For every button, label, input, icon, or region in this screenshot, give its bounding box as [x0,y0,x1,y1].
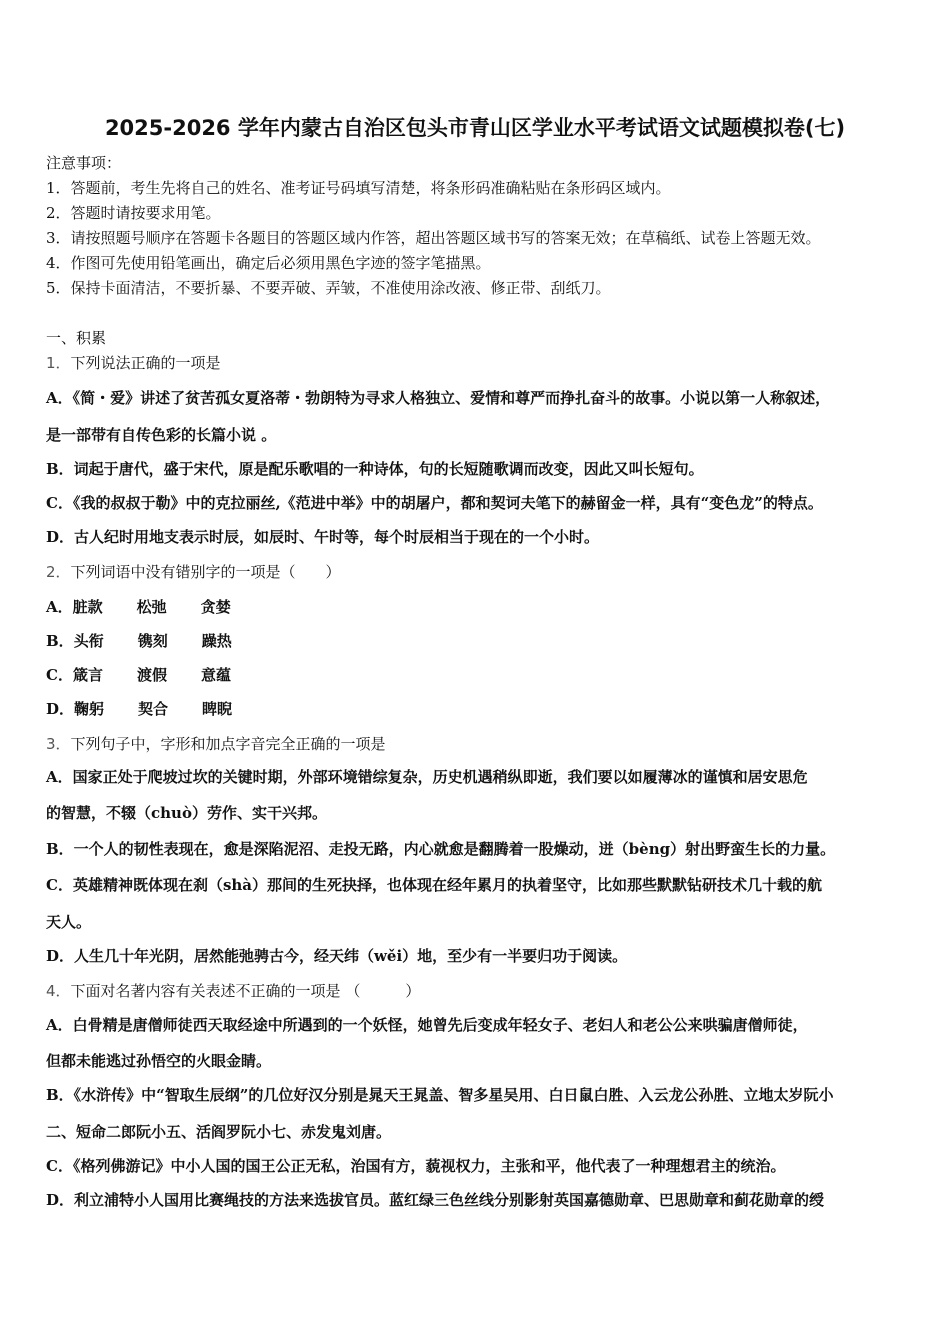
option-word: 脏款 [72,598,103,616]
option-word: 头衔 [73,632,104,650]
notice-item: 5．保持卡面清洁，不要折暴、不要弄破、弄皱，不准使用涂改液、修正带、刮纸刀。 [46,279,611,297]
option-label: A． [46,598,73,616]
q1-option-d: D．古人纪时用地支表示时辰，如辰时、午时等，每个时辰相当于现在的一个小时。 [46,528,600,546]
q2-option-a [46,596,231,617]
option-word: 箴言 [72,666,103,684]
option-label: B． [46,632,74,650]
option-label: C． [46,666,73,684]
option-word: 渡假 [136,666,167,684]
notice-item: 1．答题前，考生先将自己的姓名、准考证号码填写清楚，将条形码准确粘贴在条形码区域内。 [46,179,671,197]
question-text: 下面对名著内容有关表述不正确的一项是 （ ） [70,982,421,1000]
page-title: 2025-2026 学年内蒙古自治区包头市青山区学业水平考试语文试题模拟卷(七) [104,116,846,140]
q4-option-b-cont: 二、短命二郎阮小五、活阎罗阮小七、赤发鬼刘唐。 [46,1123,392,1141]
q4-option-c: C．《格列佛游记》中小人国的国王公正无私，治国有方，藐视权力，主张和平，他代表了一种理想君主的统治。 [46,1157,786,1175]
q4-option-b: B．《水浒传》中“智取生辰纲”的几位好汉分别是晁天王晁盖、智多星吴用、白日鼠白胜、入云龙公孙胜、立地太岁阮小 [46,1086,834,1104]
option-word: 意蕴 [200,666,231,684]
option-word: 契合 [138,700,169,718]
option-word: 睥睨 [202,700,233,718]
notice-item: 3．请按照题号顺序在答题卡各题目的答题区域内作答，超出答题区域书写的答案无效；在草稿纸、试卷上答题无效。 [46,229,821,247]
question-text: 下列词语中没有错别字的一项是（ ） [70,563,341,581]
q2-option-b [46,630,232,651]
q4-option-a: A．白骨精是唐僧师徒西天取经途中所遇到的一个妖怪，她曾先后变成年轻女子、老妇人和老公公来哄骗唐僧师徒， [46,1016,808,1034]
option-word: 鞠躬 [74,700,105,718]
notice-heading: 注意事项： [46,154,122,172]
question-3-stem [46,733,386,754]
q1-option-a-cont: 是一部带有自传色彩的长篇小说 。 [46,426,277,444]
question-number: 1． [46,354,71,372]
question-number: 3． [46,735,71,753]
q3-option-c-cont: 天人。 [46,913,92,931]
option-label: D． [46,700,75,718]
option-word: 松弛 [136,598,167,616]
q3-option-c: C．英雄精神既体现在刹（shà）那间的生死抉择，也体现在经年累月的执着坚守，比如那些默默钻研技术几十载的航 [46,876,823,894]
question-1-stem [46,352,221,373]
question-number: 2． [46,563,71,581]
option-word: 镌刻 [137,632,168,650]
notice-item: 2．答题时请按要求用笔。 [46,204,221,222]
question-4-stem [46,980,420,1001]
question-2-stem [46,561,341,582]
q3-option-a-cont: 的智慧，不辍（chuò）劳作、实干兴邦。 [46,804,327,822]
q3-option-b: B．一个人的韧性表现在，愈是深陷泥沼、走投无路，内心就愈是翻腾着一股燥动，迸（bèng）射出野蛮生长的力量。 [46,840,836,858]
q2-option-d [46,698,232,719]
q4-option-a-cont: 但都未能逃过孙悟空的火眼金睛。 [46,1052,272,1070]
question-text: 下列说法正确的一项是 [70,354,221,372]
section-heading: 一、积累 [46,329,107,347]
q3-option-d: D．人生几十年光阴，居然能弛骋古今，经天纬（wěi）地，至少有一半要归功于阅读。 [46,947,628,965]
question-text: 下列句子中，字形和加点字音完全正确的一项是 [70,735,386,753]
q4-option-d: D．利立浦特小人国用比赛绳技的方法来选拔官员。蓝红绿三色丝线分别影射英国嘉德勋章、巴思勋章和蓟花勋章的绶 [46,1191,825,1209]
q1-option-b: B．词起于唐代，盛于宋代，原是配乐歌唱的一种诗体，句的长短随歌调而改变，因此又叫长短句。 [46,460,704,478]
q1-option-a: A．《简・爱》讲述了贫苦孤女夏洛蒂・勃朗特为寻求人格独立、爱情和尊严而挣扎奋斗的故事。小说以第一人称叙述， [46,389,831,407]
notice-item: 4．作图可先使用铅笔画出，确定后必须用黑色字迹的签字笔描黑。 [46,254,491,272]
option-word: 贪婪 [200,598,231,616]
question-number: 4． [46,982,71,1000]
q1-option-c: C．《我的叔叔于勒》中的克拉丽丝,《范进中举》中的胡屠户，都和契诃夫笔下的赫留金一样，具有“变色龙”的特点。 [46,494,823,512]
option-word: 躁热 [201,632,232,650]
q3-option-a: A．国家正处于爬坡过坎的关键时期，外部环境错综复杂，历史机遇稍纵即逝，我们要以如履薄冰的谨慎和居安思危 [46,768,808,786]
q2-option-c [46,664,231,685]
